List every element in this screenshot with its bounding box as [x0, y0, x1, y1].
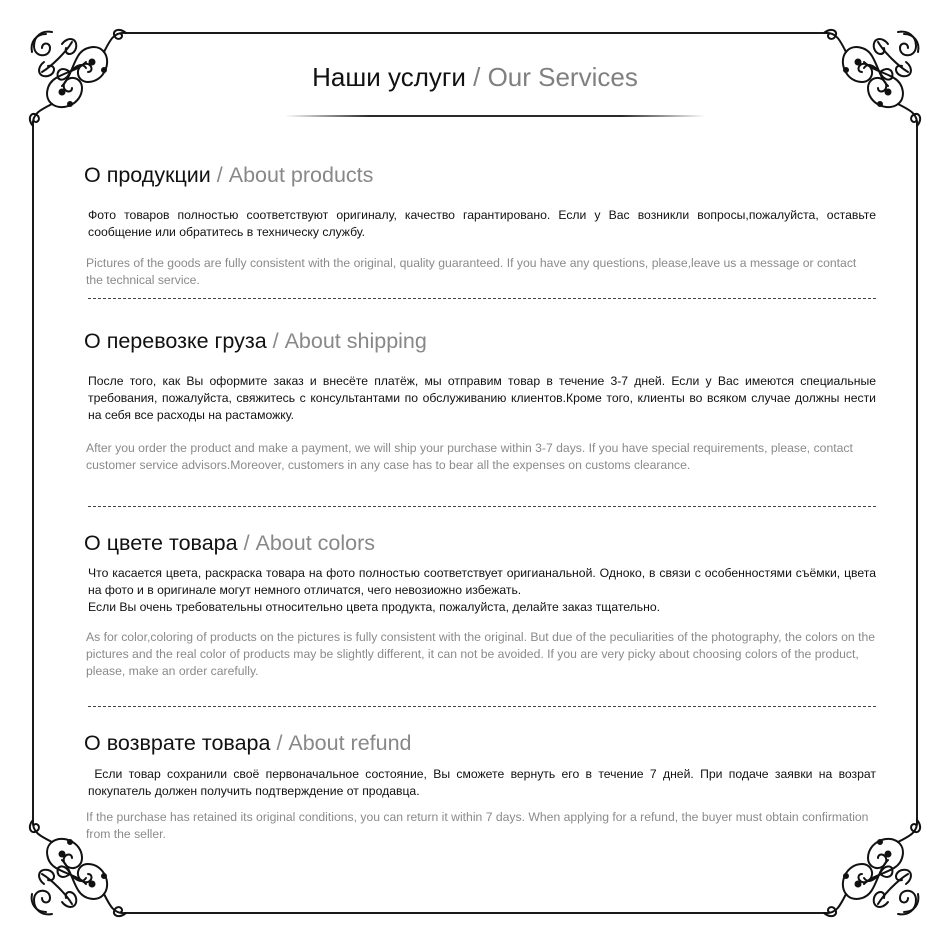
- section-refund: [84, 729, 880, 843]
- frame-border-bottom: [125, 912, 827, 914]
- dashed-divider: [88, 298, 876, 299]
- section-heading-en: / About refund: [270, 731, 412, 755]
- section-heading-ru: О продукции: [84, 163, 211, 187]
- page-title-ru: Наши услуги: [312, 62, 466, 92]
- section-heading: [84, 327, 876, 355]
- section-text-ru: Что касается цвета, раскраска товара на фото полностью соответствует оригианальной. Одноко, в связи с особенностями съёмки, цвета на фото и в оригинале могут немного отличатся, чего невозиожно избежать.: [88, 566, 876, 597]
- section-heading-en: / About products: [210, 163, 374, 187]
- section-colors: [84, 529, 876, 680]
- dashed-divider: [88, 706, 876, 707]
- section-shipping: [84, 327, 876, 474]
- section-text-en: If the purchase has retained its original conditions, you can return it within 7 days. When applying for a refund, the buyer must obtain confirmation from the seller.: [86, 810, 869, 841]
- section-heading: [84, 529, 876, 557]
- frame-border-left: [32, 125, 34, 823]
- page-title-separator: /: [465, 62, 488, 92]
- page-title: [0, 60, 950, 94]
- section-text-ru: Фото товаров полностью соответствуют оригиналу, качество гарантировано. Если у Вас возникли вопросы,пожалуйста, оставьте сообщение или обратитесь в техническу службу.: [88, 208, 876, 239]
- section-products: [84, 161, 876, 289]
- section-heading-en: / About shipping: [266, 329, 427, 353]
- section-text-ru: После того, как Вы оформите заказ и внесёте платёж, мы отправим товар в течение 3-7 дней. Если у Вас имеются специальные требования, пожалуйста, свяжитесь с консультантами по обслуживанию клиентов.Кроме того, клиенты во всяком случае должны нести на себя все расходы на растаможку.: [88, 374, 876, 422]
- section-text-en: After you order the product and make a payment, we will ship your purchase within 3-7 days. If you have special requirements, please, contact customer service advisors.Moreover, customers in any case has to bear all the expenses on customs clearance.: [86, 441, 853, 472]
- section-heading-ru: О возврате товара: [84, 731, 271, 755]
- frame-border-right: [916, 125, 918, 823]
- frame-border-top: [125, 32, 827, 34]
- section-text-ru: Если товар сохранили своё первоначальное состояние, Вы сможете вернуть его в течение 7 дней. При подаче заявки на возрат покупатель должен получить подтверждение от продавца.: [88, 767, 880, 798]
- page-title-en: Our Services: [487, 62, 638, 92]
- section-heading-en: / About colors: [237, 531, 376, 555]
- dashed-divider: [88, 506, 876, 507]
- section-heading-ru: О цвете товара: [84, 531, 238, 555]
- section-heading: [84, 161, 876, 189]
- section-text-en: As for color,coloring of products on the pictures is fully consistent with the original. But due of the peculiarities of the photography, the colors on the pictures and the real color of products may be slightly different, it can not be avoided. If you are very picky about choosing colors of the product, please, make an order carefully.: [86, 630, 876, 678]
- section-text-ru-line-2: Если Вы очень требовательны относительно цвета продукта, пожалуйста, делайте заказ тщательно.: [88, 600, 661, 614]
- title-underline-divider: [285, 115, 705, 117]
- section-text-en: Pictures of the goods are fully consistent with the original, quality guaranteed. If you have any questions, please,leave us a message or contact the technical service.: [86, 256, 857, 287]
- section-heading: [84, 729, 876, 757]
- section-heading-ru: О перевозке груза: [84, 329, 267, 353]
